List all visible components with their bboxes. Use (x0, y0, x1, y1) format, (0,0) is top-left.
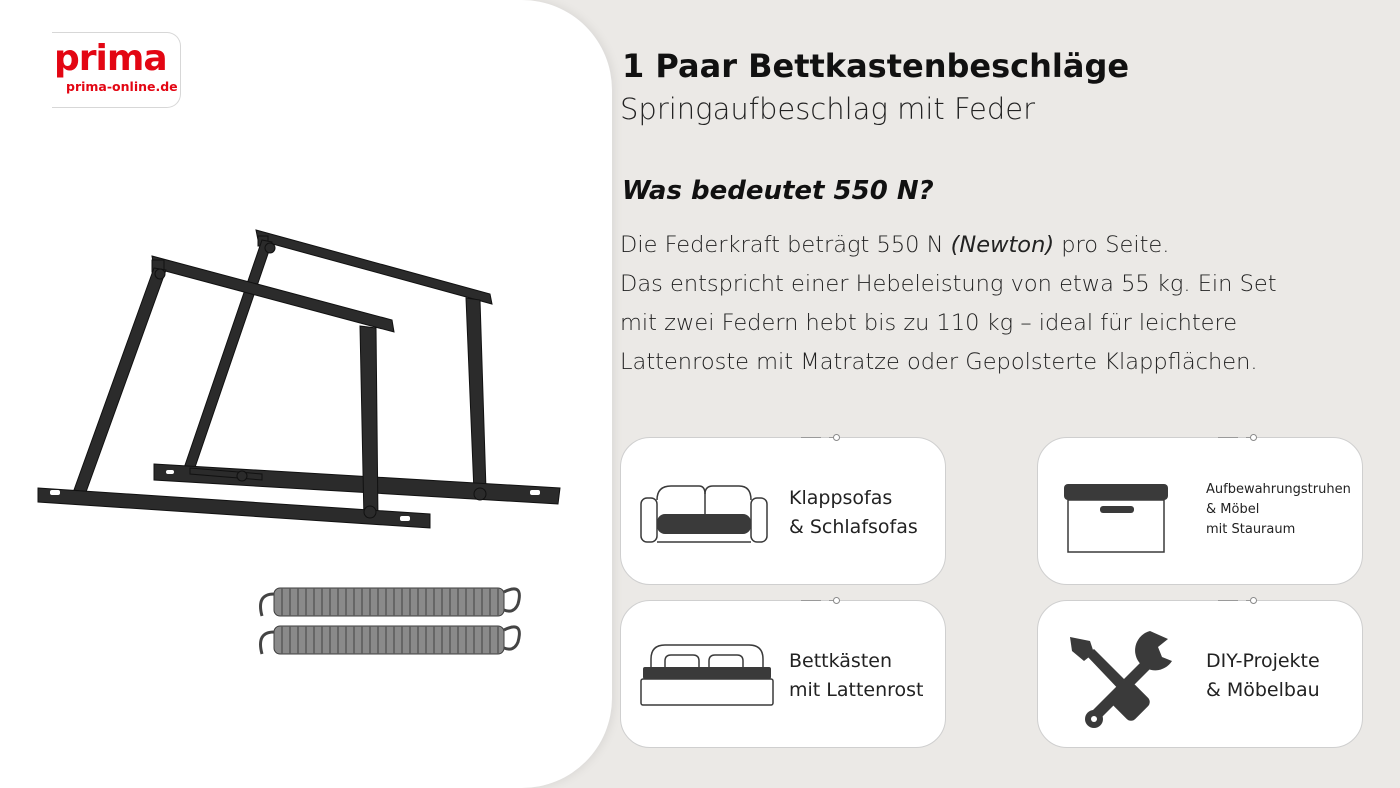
sofa-icon (637, 470, 777, 560)
card-decor-dot (833, 597, 840, 604)
product-image-panel (0, 0, 612, 788)
use-case-card-sofa (620, 437, 946, 585)
card-label-line: & Möbelbau (1206, 679, 1320, 701)
card-label (1206, 480, 1351, 540)
card-label (789, 647, 924, 705)
info-line-1-end: pro Seite. (1054, 232, 1170, 258)
use-case-card-bed (620, 600, 946, 748)
card-decor-dot (1250, 434, 1257, 441)
card-label-line: mit Stauraum (1206, 522, 1296, 537)
info-line-4: Lattenroste mit Matratze oder Gepolsterte Klappflächen. (620, 349, 1258, 375)
card-decor-line (1218, 437, 1238, 438)
use-case-card-diy (1037, 600, 1363, 748)
page-subtitle: Springaufbeschlag mit Feder (620, 92, 1036, 126)
tools-icon (1054, 623, 1194, 733)
card-decor-line (1218, 600, 1238, 601)
springs (261, 588, 520, 654)
info-line-1-start: Die Federkraft beträgt 550 N (620, 232, 951, 258)
storage-chest-icon (1054, 470, 1194, 560)
card-label (789, 484, 918, 542)
info-question: Was bedeutet 550 N? (622, 176, 934, 206)
card-label-line: DIY-Projekte (1206, 650, 1320, 672)
bed-lift-fitting-image (30, 222, 570, 662)
card-label-line: Aufbewahrungstruhen (1206, 482, 1351, 497)
logo-wordmark: prima (54, 38, 167, 79)
card-label-line: mit Lattenrost (789, 679, 924, 701)
card-label-line: & Möbel (1206, 502, 1260, 517)
card-label-line: & Schlafsofas (789, 516, 918, 538)
info-line-1-italic: (Newton) (950, 232, 1055, 258)
bed-icon (637, 633, 777, 723)
card-decor-line (801, 600, 821, 601)
info-line-2: Das entspricht einer Hebeleistung von etwa 55 kg. Ein Set (620, 271, 1277, 297)
info-line-1 (620, 226, 1380, 265)
brand-logo (52, 32, 181, 108)
page-title: 1 Paar Bettkastenbeschläge (622, 47, 1130, 85)
card-label (1206, 647, 1320, 705)
logo-url: prima-online.de (66, 79, 178, 94)
card-label-line: Bettkästen (789, 650, 893, 672)
card-decor-line (801, 437, 821, 438)
card-decor-dot (833, 434, 840, 441)
card-decor-dot (1250, 597, 1257, 604)
card-label-line: Klappsofas (789, 487, 893, 509)
info-line-3: mit zwei Federn hebt bis zu 110 kg – ideal für leichtere (620, 310, 1238, 336)
use-case-card-storage (1037, 437, 1363, 585)
info-text (620, 226, 1380, 382)
